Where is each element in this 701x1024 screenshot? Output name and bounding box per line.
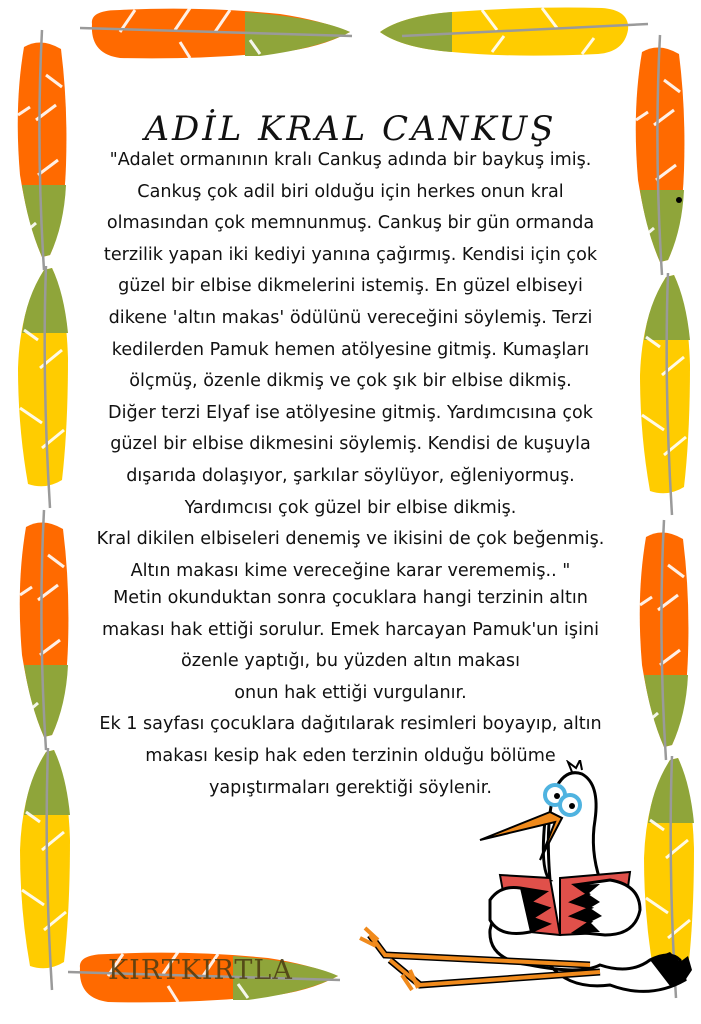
instruction-line: Metin okunduktan sonra çocuklara hangi terzinin altın: [113, 588, 588, 608]
story-line: kedilerden Pamuk hemen atölyesine gitmiş. Kumaşları: [111, 339, 590, 360]
instruction-line: makası kesip hak eden terzinin olduğu bölüme: [145, 745, 556, 766]
brand-watermark: KIRTKIRTLA: [108, 955, 293, 986]
feather-icon: [6, 258, 76, 518]
story-line: Cankuş çok adil biri olduğu için herkes onun kral: [137, 181, 564, 202]
instruction-line: onun hak ettiği vurgulanır.: [234, 682, 467, 703]
story-line: ölçmüş, özenle dikmiş ve çok şık bir elbise dikmiş.: [129, 371, 572, 392]
story-line: güzel bir elbise dikmelerini istemiş. En güzel elbiseyi: [118, 276, 583, 297]
story-line: Kral dikilen elbiseleri denemiş ve ikisini de çok beğenmiş.: [96, 529, 605, 550]
story-text: [70, 145, 631, 587]
story-line: Yardımcısı çok güzel bir elbise dikmiş.: [184, 497, 517, 518]
story-line: güzel bir elbise dikmesini söylemiş. Kendisi de kuşuyla: [110, 434, 591, 455]
page-title: ADİL KRAL CANKUŞ: [144, 108, 557, 149]
story-line: dikene 'altın makas' ödülünü vereceğini söylemiş. Terzi: [108, 307, 593, 328]
feather-icon: [8, 505, 78, 755]
instruction-line: Ek 1 sayfası çocuklara dağıtılarak resimleri boyayıp, altın: [99, 714, 602, 735]
feather-icon: [628, 265, 698, 525]
story-line: Altın makası kime vereceğine karar verememiş.. ": [130, 560, 571, 581]
story-line: "Adalet ormanının kralı Cankuş adında bir baykuş imiş.: [109, 150, 592, 170]
feather-icon: [6, 25, 76, 275]
feather-icon: [80, 4, 360, 64]
feather-icon: [628, 515, 698, 765]
feather-icon: [624, 30, 694, 280]
stork-reading-book-illustration: [350, 760, 695, 1010]
story-line: olmasından çok memnunmuş. Cankuş bir gün ormanda: [106, 213, 595, 234]
instruction-line: özenle yaptığı, bu yüzden altın makası: [181, 651, 520, 672]
instruction-line: makası hak ettiği sorulur. Emek harcayan Pamuk'un işini: [101, 619, 600, 640]
instruction-line: yapıştırmaları gerektiği söylenir.: [208, 777, 493, 798]
feather-icon: [372, 2, 652, 62]
story-line: terzilik yapan iki kediyi yanına çağırmış. Kendisi için çok: [103, 244, 598, 265]
story-line: Diğer terzi Elyaf ise atölyesine gitmiş. Yardımcısına çok: [108, 402, 593, 423]
stray-dot: [676, 197, 682, 203]
story-line: dışarıda dolaşıyor, şarkılar söylüyor, eğleniyormuş.: [126, 465, 575, 486]
